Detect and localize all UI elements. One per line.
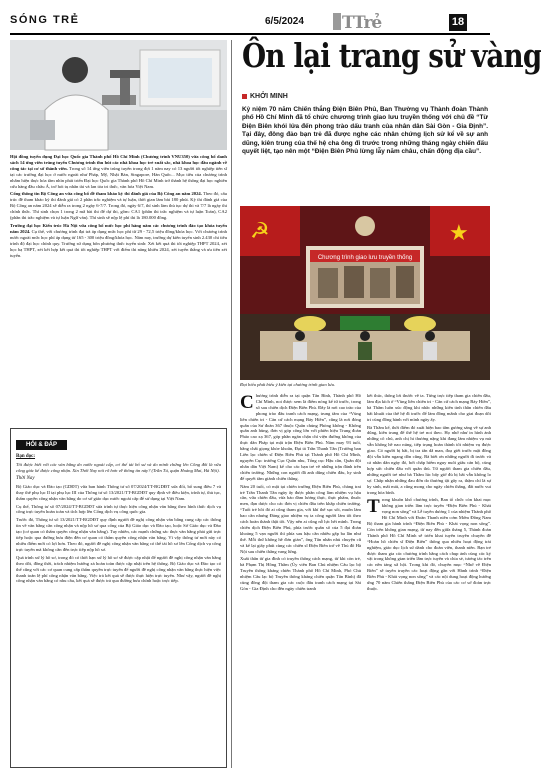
qa-question: Tôi được biết với các văn bằng do nước ngoài cấp, cơ thể tài bổ sư và do mình chứng lên Công đối là vừa công giác kể được công nhận. Xin Thời Nay nói rõ hơn về thông tin này? (Trần Tú, quận Hoàng Mai, Hà Nội). — [16, 462, 221, 473]
article-lead: Kỷ niệm 70 năm Chiến thắng Điện Biên Phủ, Ban Thường vụ Thành đoàn Thành phố Hồ Chí Minh đã tổ chức chương trình giao lưu truyền thống với chủ đề “Từ Điện Biên khói lửa đến phong trào dấu tranh của nhân dân Sài Gòn - Gia Định”. Tại đây, đông đảo bạn trẻ đã được nghe các nhân chứng lịch sử kể về sự anh dũng, kiên trung của thế hệ cha ông đi trước trong những tháng ngày chiến đấu quyết liệt, tạo nên một “Điện Biên Phủ lừng lẫy năm châu, chấn động địa cầu”. — [242, 106, 488, 156]
brief-1-body: Trong số 14 ứng viên trúng tuyển trong đợt 1 năm nay có 13 người tốt nghiệp tiến sĩ tại các trường đại học ở nước ngoài như Pháp, Mỹ, Nhật Bản, Singapore, Hàn Quốc... Mục tiêu của chương trình nhằm hiện thực hóa tầm nhìn phát triển Đại học Quốc gia Thành phố Hồ Chí Minh trở thành hệ thống đại học nghiên cứu hàng đầu châu Á, trở hỏi tụ nhân tài và lan tỏa tri thức, văn hóa Việt Nam. — [10, 165, 227, 189]
brief-1-lead: Hội đồng tuyển dụng Đại học Quốc gia Thành phố Hồ Chí Minh (Chương trình VNU350) vừa công bố danh sách 14 ứng viên trúng tuyển Chương trình thu hút các nhà khoa học trẻ xuất sắc, nhà khoa học đầu ngành về công tác tại cơ sở thành viên. — [10, 154, 227, 171]
brief-3 — [10, 223, 227, 258]
qa-box — [10, 428, 227, 768]
qa-paragraph: Quá trình xử lý hồ sơ, trong đó có thời hạn xử lý hồ sơ sẽ được cập nhật để người đề nghị công nhận văn bằng theo dõi, đồng thời, trách nhiệm hướng xả hoàn toàn được cập nhật trên hệ thống. Bộ Giáo dục và Đào tạo có thể cũng với các cơ quan cung cấp thẩm quyền trực tuyến để người đề nghị công nhận văn bằng thực hiện việc thanh toán lệ phí công nhận văn bằng. Việc trả kết quả sẽ được thực hiện trực tuyến. Như vậy, người đề nghị công nhận văn bằng có nhu cầu, kết quả sẽ được trả qua đường bưu chính hoặc trực tiếp. — [16, 554, 221, 584]
article-title: Ôn lại trang sử vàng — [242, 36, 541, 75]
brief-3-body: Cụ thể, với chương trình đại trà áp dụng mức học phí từ 29 - 72,5 triệu đồng/khóa học. Với chương trình nước ngoài mức học phí áp dụng từ 165 - 300 triệu đồng/khóa học. Năm nay, trường dự kiến tuyển sinh 2.430 chỉ tiêu trình độ đại học chính quy. Trường sử dụng bốn phương thức tuyển sinh: Xét kết quả thi tốt nghiệp THPT 2024, xét học bạ THPT, xét kết hợp kết quả thi tốt nghiệp THPT với điểm thi năng khiếu 2024, xét tuyển thẳng và ưu tiên xét tuyển. — [10, 228, 227, 258]
newspaper-logo — [331, 10, 395, 32]
brief-2 — [10, 191, 227, 221]
svg-text:TTrẻ: TTrẻ — [342, 13, 382, 33]
article-paragraph: Chương trình diễn ra tại quận Tân Bình, Thành phố Hồ Chí Minh, noi được xem là điểm nóng kể từ trước, trong số sau chiến dịch Điện Biên Phủ. Đây là nơi cao trào của phong trào đấu tranh cách mạng, trung tâm của “Vùng liên chiến tri - Căn cứ cách mạng Bảy Hiền”, cũng là nơi đóng quân của Sư đoàn 367 thuộc Quân chủng Phòng không - Không quân anh hùng, đơn vị góp công lớn với phiên hiệu Trung đoàn Pháo cao xạ 367, góp phần ngăn chặn chí viện đường không của thực dân Pháp tại mặt trận Điện Biên Phủ. Năm may 93 tuổi, bằng chất giọng khỏe khoắn, Đại tá Trần Thanh Tân (Trường ban Liên lạc chiến sĩ Điện Biên Phủ tại Thành phố Hồ Chí Minh, nguyên Cục trưởng Cục Quân nhu, Tổng cục Hậu cần, Quân đội nhân dân Việt Nam) kể cho các bạn trẻ về những trận đánh trên chiến trường. Những con người đã anh dũng chiến đấu, hy sinh để quyết tâm giành chiến thắng. — [240, 392, 361, 481]
photo-caption: Đại biểu phát biểu ý kiến tại chương trình giao lưu. — [240, 382, 336, 387]
column-divider — [231, 40, 232, 768]
stage-image — [240, 206, 490, 380]
qa-paragraph: Cụ thể, Thông tư số 07/2024/TT-BGDĐT sửa trình tự thực hiện công nhận văn bằng theo hình thức dịch vụ công trực tuyến hoàn toàn và tích hợp lên Cổng dịch vụ công quốc gia. — [16, 503, 221, 515]
article-column-2 — [367, 393, 491, 594]
brief-1 — [10, 154, 227, 189]
svg-text:★: ★ — [449, 221, 469, 246]
qa-paragraph: Bộ Giáo dục và Đào tạo (GDĐT) vừa ban hành Thông tư số 07/2024/TT-BGDĐT sửa đổi, bổ sung điều 7 và thay thế phụ lục II tại phụ lục III của Thông tư số 13/2021/TT-BGDĐT quy định về điều kiện, trình tự, thủ tục, thẩm quyền công nhận văn bằng do cơ sở giáo dục nước ngoài cấp để sử dụng tại Việt Nam. — [16, 483, 221, 501]
brief-3-lead: Trường đại học Kiến trúc Hà Nội vừa công bố mức học phí hàng năm các chương trình đào tạo khóa tuyển năm 2024. — [10, 222, 227, 234]
byline-marker-icon — [242, 94, 247, 99]
qa-tag: HỎI & ĐÁP — [16, 440, 67, 450]
article-paragraph: kết thúc, thống lơi thước về ta. Từng trực tiếp tham gia chiến đấu, làm địa kích ở “Vùng liên chiến tri - Căn cứ cách mạng Bảy Hiền”, bà Thắm luôn xúc động khi nhắc những kiến tinh thần chiến đấu bất khuất của thế hệ đi trước để làm đồng mãnh cho giai đoạn dõi tri cùng đồng hành với mình ngày ấy. — [367, 393, 491, 422]
article-paragraph: Trong khuôn khổ chương trình, Ban tổ chức còn khai mạc không gian triển lãm trực tuyến “Điện Biên Phủ - Khát vọng non sông” và Lễ tuyên dương 1 của nhiệm Thành phố Hồ Chí Minh với Đoàn Thanh niên cơm Mớm Đồng Nam Bộ tham gia hành trình “Điện Biên Phủ - Khát vọng non sông”. Còn trên không gian mạng, từ nay đến giữa tháng 5, Thành đoàn Thành phố Hồ Chí Minh sẽ triển khai tuyến truyền chuyên đề “Hoàn hồ chiến sĩ Điện Biên” thông qua nhiều hoạt động trải nghiệm, giáo dục lịch sử dành cho đoàn viên, thanh niên. Bạn trẻ được tham gia các chương trình bằng cách chụp ảnh cùng các kỷ vật trong không gian triển lãm trực tuyến và chia sẻ, tương tác trên các nền tảng xã hội. Trong khi đó, chuyên mục “Nhớ về Điện Biên” sẽ tuyên truyền các hoạt động gắn với Hành trình “Điện Biên Phủ - Khát vọng non sông” và các nội dung hoạt động hướng ứng 70 năm Chiến thắng Điện Biên Phủ của các cơ sở đoàn trực thuộc. — [367, 496, 492, 591]
drop-cap-c: C — [240, 392, 254, 413]
qa-salutation: Bạn đọc: — [16, 454, 36, 459]
scientist-image — [10, 40, 227, 150]
brief-2-body: Theo đó, cấu trúc đề tham khảo kỳ thi đánh giá có 2 phần trắc nghiệm và tự luận, thời gian làm bài 180 phút. Kỳ thi đánh giá của Bộ Công an năm 2024 sẽ diễn ra trong 2 ngày 6-7/7. Trong đó, ngày 6/7, thí sinh làm thủ tục dự thi và 7/7 là ngày thi chính thức. Thí sinh chọn 1 trong 2 mã bài thi để dự thi, gồm: CA1 (phần thi trắc nghiệm và tự luận Toán), CA2 (phần thi trắc nghiệm và tự luận Ngữ văn). Thí sinh sẽ nộp lệ phí thi là 180.000 đồng. — [10, 191, 227, 221]
drop-cap-t: T — [367, 496, 380, 518]
page-number: 18 — [449, 14, 467, 31]
brief-2-lead: Cổng thông tin Bộ Công an vừa công bố đề tham khảo kỳ thi đánh giá của Bộ Công an năm 2024. — [10, 191, 202, 197]
svg-text:☭: ☭ — [250, 219, 270, 244]
issue-date: 6/5/2024 — [265, 16, 304, 27]
byline-author: KHỞI MINH — [250, 93, 288, 100]
header-divider — [10, 33, 490, 35]
lab-photo — [10, 40, 227, 150]
stage-banner: Chương trình giao lưu truyền thống — [317, 255, 413, 261]
article-paragraph: Năm 20 tuổi, có mặt tại chiến trường Điện Biên Phủ, chàng trai trẻ Trần Thanh Tân ngày ấy được phân công làm nhiệm vụ hậu cần, vừa chiến đấu, vừa bảo đảm lương thực, thực phẩm, thuốc men, đạn dược cho các đơn vị chiến đấu trên khắp chiến trường. “Tuổi trẻ hồi đó ai cũng tham gia, với khí thế sục sôi, muốn làm bao cần nhưng Đảng giao nhiệm vụ ta công người làm tốt theo cách hoàn thành thật tốt. Vậy nên ai cũng nỗ lực hết mình. Trong chiến dịch Điện Biên Phủ, phía trước quân số của 5 đại đoàn khoảng 5 vạn người thì phía sau hậu cần nhiều gấp ba lần như thế. Mỗi thứ không hề đơn giản”, ông Tân nhấn nhủ chuyện cũ và kể lại giây phút cùng các chiến sĩ Điện Biên trở về Thủ đô Hà Nội sau chiến thắng vang lừng. — [240, 483, 361, 554]
event-photo — [240, 206, 490, 380]
article-column-1 — [240, 393, 361, 594]
article-paragraph: Bà Thắm kể, thời điểm đó xuất hiện bao tấm gương sáng về sự anh dũng, kiên trung để thế hệ trẻ noi theo. Họ nhớ như in hình ảnh những cô chú, anh chị hi thương nặng khi đang làm nhiệm vụ mà vẫn không hề nao núng, tiếp trụng hoàn thành tốt nhiệm vụ được giao. Có người bị bắt, bị tra tấn dã man, đoạ giết trước mặt đồng đội vẫn kiên ngang dõn cũng. Bà biết ơn những người đi trước và cả nhân dân ngày đó, bởi chấp hiểm nguy nuôi giấu cán bộ, cùng hợp sức chiến đấu với quân thù. Từ người tham gia chiến đấu, những người trẻ như bà Thắm lúc bấy giờ đủ bị bắt vẫn không lo sợ. Chấp nhận những đau đớn do thương tật gây ra, thậm chí là sự hy sinh, mất mát, a cũng mong cho ngày chiến thắng, đất nước vui trong hòa bình. — [367, 424, 491, 495]
news-briefs-column — [10, 40, 227, 260]
qa-paragraph: Trước đó, Thông tư số 13/2021/TT-BGDĐT quy định người đề nghị công nhận văn bằng cung cấp các thông tin về văn bằng cần công nhận và nộp hồ sơ qua cổng của Bộ Giáo dục và Đào tạo, hoặc Sở Giáo dục và Đào tạo (cơ quan có thẩm quyền công nhận văn bằng). Tuy nhiên, các mạnh chứng sác thực văn bằng phải gửi trực tiếp hoặc qua đường bưu điện đến cơ quan có thẩm quyền công nhận văn bằng. Vì vậy thông tư mới này có nhiều điểm mới có lợi hơn. Theo đó, người đề nghị công nhận văn bằng có thể tải hồ sơ lên Cổng dịch vụ công trực tuyến mà không cần đến trực tiếp nộp hồ sơ. — [16, 517, 221, 552]
section-name: SÓNG TRẺ — [10, 14, 80, 26]
article-paragraph: Xuất thân từ gia đình có truyền thống cách mạng, từ khi còn trẻ, bà Phạm Thị Hồng Thắm (Ủy viên Ban Chủ nhiệm Câu lạc bộ Truyền thống kháng chiến Thành phố Hồ Chí Minh, Phó Chủ nhiệm Câu lạc bộ Truyền thống kháng chiến quận Tân Bình) đã cùng đồng đội tham gia các cuộc đấu tranh cách mạng tại Sài Gòn - Gia Định cho đến ngày chiến tranh — [240, 556, 361, 591]
article-byline — [242, 93, 288, 100]
qa-answer-sign: Thời Nay — [16, 475, 35, 481]
